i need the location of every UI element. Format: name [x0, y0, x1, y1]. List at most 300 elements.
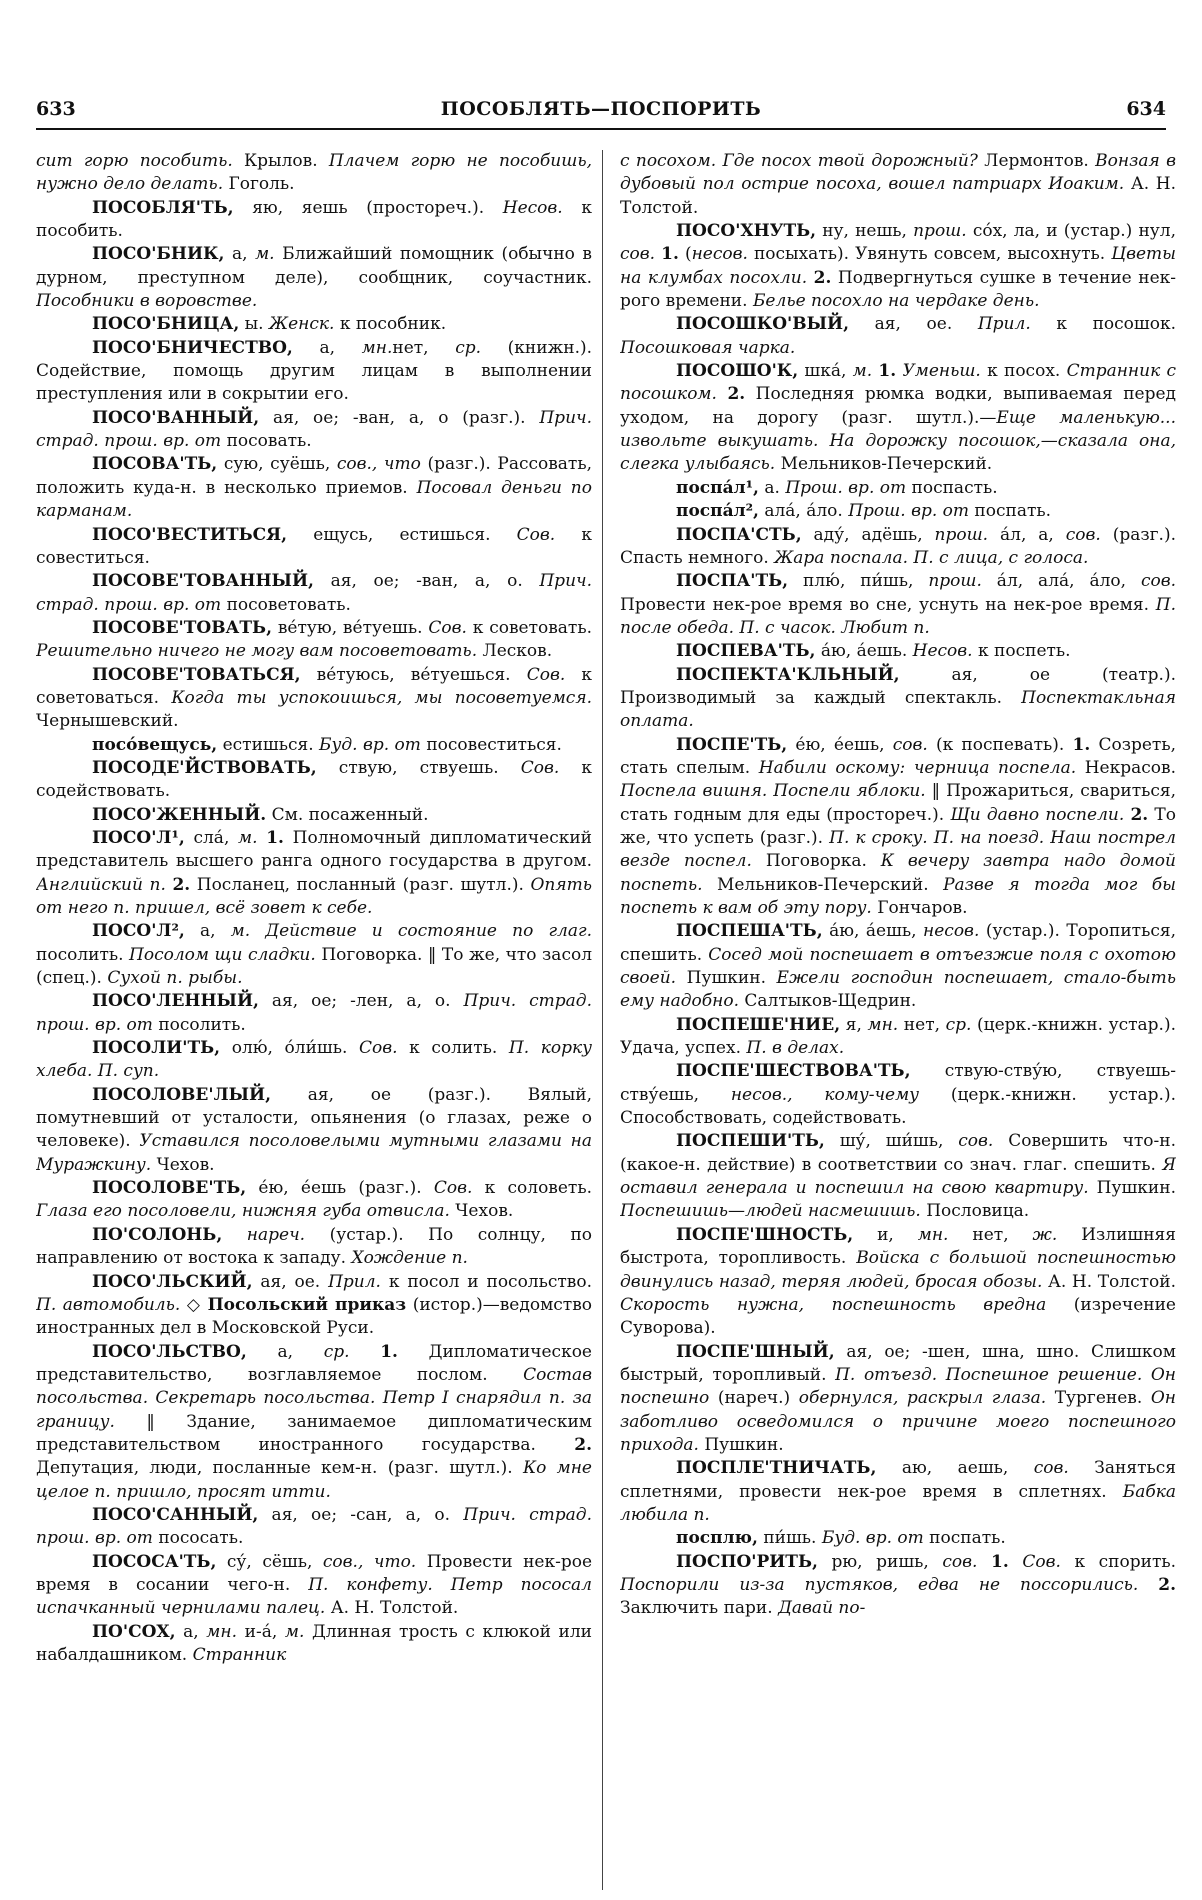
entry-italic-text: Поспешишь—людей насмешишь. [620, 1201, 921, 1222]
entry-italic-text: Уставился посоловелыми мутными глазами на Муражкину. [36, 1131, 592, 1175]
entry-text: Подвергнуться сушке в течение нек-рого времени. [620, 267, 1176, 312]
entry-italic-text: сов. [1065, 524, 1101, 545]
dictionary-entry [620, 1060, 1176, 1130]
entry-text: я, [840, 1014, 868, 1035]
entry-headword: 1. [1072, 734, 1091, 755]
dictionary-entry [36, 1224, 592, 1271]
entry-text: Длинная трость с клюкой или набалдашником. [36, 1621, 592, 1665]
entry-text: Мельников-Печерский. [775, 454, 993, 475]
entry-italic-text: Поспектакльная оплата. [620, 687, 1176, 732]
entry-text: е́ю, е́ешь (разг.). [246, 1178, 434, 1199]
entry-italic-text: Давай по- [778, 1598, 866, 1619]
entry-headword: ПОСОВЕ'ТОВАТЬ, [92, 617, 273, 638]
entry-italic-text: Войска с большой поспешностью двинулись назад, теряя людей, бросая обозы. [620, 1248, 1176, 1292]
entry-text: Гоголь. [223, 174, 295, 195]
entry-text: а, [224, 244, 256, 265]
entry-text: сла́, [184, 827, 239, 848]
entry-italic-text: нареч. [246, 1224, 306, 1245]
entry-text: Пушкин. [698, 1434, 784, 1455]
entry-text: Полномочный дипломатический представитель высшего ранга одного государства в другом. [36, 827, 592, 872]
entry-text: а, [175, 1621, 207, 1642]
entry-italic-text: Хождение п. [351, 1248, 468, 1269]
entry-text: (разг.). Рассовать, положить куда-н. в несколько приемов. [36, 454, 592, 498]
dictionary-entry [620, 1130, 1176, 1223]
entry-headword: 2. [1130, 804, 1149, 825]
entry-italic-text: Сов. [1022, 1551, 1061, 1572]
entry-italic-text: сов. [620, 244, 656, 265]
entry-text: Чернышевский. [36, 711, 179, 732]
entry-text [1009, 1552, 1023, 1572]
dictionary-entry [620, 477, 1176, 500]
dictionary-entry [36, 1177, 592, 1224]
entry-text: к советовать. [466, 617, 592, 638]
entry-italic-text: мн. [867, 1014, 899, 1035]
entry-text: (нареч.) [709, 1388, 799, 1409]
entry-text: Салтыков-Щедрин. [738, 991, 917, 1012]
entry-headword: ПОСПЕШЕ'НИЕ, [676, 1014, 841, 1035]
entry-text: со́х, ла, и (устар.) нул, [966, 221, 1176, 242]
entry-headword: ПОСО'ЛЕННЫЙ, [92, 991, 259, 1012]
right-page-number: 634 [1126, 98, 1166, 120]
entry-italic-text: Женск. [269, 314, 335, 335]
entry-text: к посох. [980, 361, 1067, 382]
entry-text: к пособник. [334, 314, 447, 335]
entry-headword: ПОСО'ЖЕННЫЙ. [92, 804, 267, 825]
entry-headword: ПОСОДЕ'ЙСТВОВАТЬ, [92, 757, 317, 778]
entry-italic-text: П. к сроку. П. на поезд. Наш пострел везде поспел. [620, 827, 1176, 872]
dictionary-entry [620, 524, 1176, 571]
entry-italic-text: Плачем горю не пособишь, нужно дело делать. [36, 151, 592, 195]
entry-text: посолить. [36, 944, 130, 965]
entry-headword: 1. [661, 244, 679, 265]
entry-italic-text: Прич. страд. прош. вр. от [36, 407, 592, 452]
entry-text: ещусь, естишься. [287, 524, 517, 545]
entry-text: посоветовать. [221, 594, 351, 615]
dictionary-entry [620, 1341, 1176, 1458]
entry-italic-text: Жара поспала. П. с лица, с голоса. [774, 547, 1089, 568]
entry-text: к совеститься. [36, 524, 592, 568]
entry-text: к посол и посольство. [380, 1271, 592, 1292]
entry-text: Поговорка. [751, 851, 881, 872]
entry-headword: ПОСОЛИ'ТЬ, [92, 1038, 221, 1059]
entry-italic-text: П. в делах. [746, 1038, 845, 1059]
entry-italic-text: м. Действие и состояние по глаг. [230, 921, 592, 942]
entry-headword: ПОСОШО'К, [676, 361, 799, 382]
dictionary-entry [36, 617, 592, 664]
entry-italic-text: с посохом. Где посох твой дорожный? [620, 151, 978, 171]
entry-headword: ПОСОСА'ТЬ, [92, 1551, 217, 1572]
entry-text: Дипломатическое представительство, возглавляемое послом. [36, 1341, 592, 1385]
entry-italic-text: Решительно ничего не могу вам посоветовать. [36, 641, 478, 662]
entry-italic-text: Странник с посошком. [620, 361, 1176, 405]
entry-italic-text: мн. [917, 1224, 949, 1245]
entry-text: а, [292, 337, 362, 358]
dictionary-entry [620, 220, 1176, 313]
page-header [36, 98, 1166, 126]
entry-italic-text: Набили оскому: черница поспела. [758, 757, 1077, 778]
entry-text [1138, 1575, 1158, 1595]
entry-text: и-а́, [237, 1621, 285, 1642]
entry-headword: 2. [1158, 1574, 1176, 1595]
entry-headword: ПОСО'Л², [92, 921, 185, 942]
entry-italic-text: Несов. [912, 641, 973, 662]
entry-italic-text: м. [284, 1621, 305, 1642]
dictionary-entry [620, 1551, 1176, 1621]
entry-text: к содействовать. [36, 757, 592, 802]
dictionary-entry [620, 313, 1176, 360]
entry-headword: 2. [172, 874, 191, 895]
entry-italic-text: сов., что. [322, 1551, 417, 1572]
entry-text: к пособить. [36, 197, 592, 242]
entry-headword: ПОСПЕ'ТЬ, [676, 734, 788, 755]
entry-headword: посплю, [676, 1528, 758, 1549]
entry-italic-text: прош. [934, 524, 989, 545]
entry-text: посыхать). Увянуть совсем, высохнуть. [747, 244, 1112, 265]
entry-text: (истор.)—ведомство иностранных дел в Московской Руси. [36, 1294, 592, 1339]
entry-italic-text: Скорость нужна, поспешность вредна [620, 1294, 1047, 1315]
entry-italic-text: Сухой п. рыбы. [107, 968, 243, 989]
dictionary-entry [620, 734, 1176, 921]
entry-headword: 2. [574, 1434, 592, 1455]
dictionary-entry [36, 1504, 592, 1551]
entry-italic-text: П. конфету. Петр пососал испачканный чернилами палец. [36, 1574, 592, 1619]
entry-headword: ПОСПЛЕ'ТНИЧАТЬ, [676, 1458, 877, 1479]
entry-headword: ПОСО'САННЫЙ, [92, 1504, 259, 1525]
entry-headword: ПОСПЕША'ТЬ, [676, 921, 823, 942]
entry-italic-text: Странник [192, 1645, 287, 1665]
dictionary-entry [620, 150, 1176, 220]
dictionary-entry [36, 313, 592, 336]
entry-text: ая, ое; -шен, шна, шно. Слишком быстрый, торопливый. [620, 1341, 1176, 1385]
entry-italic-text: Поспорили из-за пустяков, едва не поссорились. [620, 1574, 1139, 1595]
entry-headword: ПОСО'БНИК, [92, 244, 225, 265]
entry-text: шу́, ши́шь, [824, 1131, 959, 1152]
entry-italic-text: несов. [691, 244, 748, 265]
entry-text: ая, ое; -сан, а, о. [258, 1504, 464, 1525]
entry-text: посовать. [221, 431, 312, 452]
entry-text: ствую, ствуешь. [316, 757, 521, 778]
entry-italic-text: Уменьш. [902, 361, 981, 382]
entry-headword: ПОСПЕКТА'КЛЬНЫЙ, [676, 664, 900, 685]
entry-headword: ПОСОШКО'ВЫЙ, [676, 314, 850, 335]
entry-text: а. [758, 477, 786, 498]
entry-text: нет, [392, 337, 456, 358]
entry-italic-text: мн. [206, 1621, 237, 1642]
left-page-number: 633 [36, 98, 76, 120]
entry-text: ая, ое; -лен, а, о. [258, 991, 464, 1012]
entry-italic-text: Посошковая чарка. [620, 337, 796, 358]
entry-headword: ПОСОЛОВЕ'ТЬ, [92, 1178, 247, 1199]
entry-text: к солить. [397, 1038, 509, 1059]
entry-italic-text: Сов. [433, 1178, 473, 1199]
entry-text: рю, ришь, [817, 1551, 943, 1572]
entry-text: ая, ое; -ван, а, о (разг.). [259, 407, 540, 428]
dictionary-entry [620, 664, 1176, 734]
entry-text: а, [184, 921, 231, 942]
dictionary-entry [620, 640, 1176, 663]
entry-italic-text: Сов. [520, 757, 560, 778]
dictionary-entry [620, 1224, 1176, 1341]
dictionary-entry [36, 1341, 592, 1504]
entry-text: ая, ое; -ван, а, о. [313, 571, 540, 592]
entry-italic-text: Цветы на клумбах посохли. [620, 244, 1176, 288]
running-title: ПОСОБЛЯТЬ—ПОСПОРИТЬ [440, 98, 762, 120]
entry-italic-text: Он заботливо осведомился о причине моего поспешного прихода. [620, 1388, 1176, 1455]
entry-text: См. посаженный. [266, 804, 429, 825]
entry-italic-text: сов., что [336, 454, 421, 475]
entry-text: ы. [239, 314, 269, 335]
entry-italic-text: П. автомобиль. [36, 1294, 181, 1315]
entry-text: ◇ [180, 1294, 208, 1315]
entry-italic-text: прош. [928, 571, 982, 592]
dictionary-entry [36, 407, 592, 454]
dictionary-entry [36, 1551, 592, 1621]
entry-text: к соловеть. [472, 1178, 592, 1199]
entry-italic-text: К вечеру завтра надо домой поспеть. [620, 851, 1176, 895]
entry-text: ала́, а́ло. [758, 501, 849, 522]
dictionary-entry [620, 920, 1176, 1013]
entry-text: Тургенев. [1046, 1388, 1151, 1409]
entry-text: плю́, пи́шь, [788, 571, 929, 592]
entry-text: олю́, о́ли́шь. [220, 1038, 359, 1059]
entry-text: (устар.). По солнцу, по направлению от востока к западу. [36, 1224, 592, 1269]
entry-text: Пословица. [920, 1201, 1030, 1222]
entry-italic-text: Сов. [358, 1038, 398, 1059]
dictionary-entry [36, 734, 592, 757]
entry-italic-text: Английский п. [36, 874, 166, 895]
entry-italic-text: мн. [361, 337, 393, 358]
dictionary-entry [36, 1084, 592, 1177]
right-column [620, 150, 1176, 1890]
entry-italic-text: сит горю пособить. [36, 151, 233, 171]
entry-text [222, 1225, 247, 1245]
entry-headword: 1. [266, 827, 284, 848]
entry-text: (церк.-книжн. устар.). Удача, успех. [620, 1014, 1176, 1059]
entry-text: Посланец, посланный (разг. шутл.). [190, 874, 531, 895]
entry-text: посовеститься. [420, 734, 562, 755]
entry-italic-text: ср. [945, 1014, 972, 1035]
entry-headword: ПОСОБЛЯ'ТЬ, [92, 197, 234, 218]
entry-italic-text: Вонзая в дубовый пол острие посоха, вошел патриарх Иоаким. [620, 151, 1176, 195]
entry-text: к посошок. [1030, 314, 1176, 335]
entry-italic-text: Я оставил генерала и поспешил на свою квартиру. [620, 1154, 1176, 1199]
dictionary-entry [620, 1014, 1176, 1061]
entry-headword: 2. [813, 267, 832, 288]
entry-italic-text: Прич. страд. прош. вр. от [36, 991, 592, 1035]
entry-text: сую, суёшь, [217, 454, 337, 475]
entry-text: (изречение Суворова). [620, 1294, 1176, 1339]
entry-text: Созреть, стать спелым. [620, 734, 1176, 778]
entry-italic-text: Посолом щи сладки. [129, 944, 316, 965]
entry-headword: ПОСПО'РИТЬ, [676, 1551, 818, 1572]
entry-text [977, 1552, 991, 1572]
dictionary-entry [36, 197, 592, 244]
entry-italic-text: П. корку хлеба. П. суп. [36, 1038, 592, 1082]
entry-italic-text: Прил. [328, 1271, 381, 1292]
entry-italic-text: Пособники в воровстве. [36, 291, 258, 312]
entry-text: поспать. [923, 1528, 1006, 1549]
dictionary-entry [36, 243, 592, 313]
dictionary-entry [36, 757, 592, 804]
entry-text: Некрасов. [1076, 757, 1176, 778]
entry-italic-text: Ко мне целое п. пришло, просят итти. [36, 1458, 592, 1502]
dictionary-entry [36, 337, 592, 407]
entry-italic-text: Состав посольства. Секретарь посольства. Петр I снарядил п. за границу. [36, 1364, 592, 1432]
entry-headword: ПОСПЕ'ШНЫЙ, [676, 1341, 835, 1362]
entry-headword: ПОСОВЕ'ТОВАННЫЙ, [92, 571, 314, 592]
entry-italic-text: прош. [913, 221, 967, 242]
entry-italic-text: ср. [455, 337, 482, 358]
entry-headword: ПОСПЕ'ШЕСТВОВА'ТЬ, [676, 1061, 911, 1082]
entry-italic-text: Разве я тогда мог бы поспеть к вам об эту пору. [620, 874, 1176, 918]
entry-headword: ПОСО'ВАННЫЙ, [92, 407, 260, 428]
entry-text: су́, сёшь, [216, 1551, 323, 1572]
dictionary-entry [36, 1621, 592, 1668]
entry-text: ая, ое (театр.). Производимый за каждый спектакль. [620, 664, 1176, 708]
entry-text [717, 384, 728, 404]
entry-text: а́ю, а́ешь, [822, 921, 924, 942]
entry-text: Чехов. [449, 1201, 514, 1222]
dictionary-entry [620, 1457, 1176, 1527]
dictionary-entry [36, 1037, 592, 1084]
entry-text: и, [853, 1224, 918, 1245]
entry-headword: поспа́л¹, [676, 477, 759, 498]
entry-headword: ПО'СОЛОНЬ, [92, 1224, 223, 1245]
entry-text: Крылов. [232, 151, 329, 171]
entry-text: поспасть. [906, 477, 998, 498]
entry-text: шка́, [798, 361, 853, 382]
entry-text: ‖ Прожариться, свариться, стать годным для еды (простореч.). [620, 781, 1176, 825]
entry-text [350, 1342, 381, 1362]
entry-italic-text: П. отъезд. Поспешное решение. Он поспешно [620, 1364, 1176, 1409]
entry-italic-text: Сов. [516, 524, 556, 545]
entry-text: ‖ Здание, занимаемое дипломатическим представительством иностранного государства. [36, 1411, 592, 1455]
entry-headword: ПОСПА'ТЬ, [676, 571, 789, 592]
entry-italic-text: Белье посохло на чердаке день. [752, 291, 1040, 312]
entry-text: Пушкин. [1088, 1178, 1176, 1199]
entry-headword: Посольский приказ [207, 1294, 407, 1315]
entry-italic-text: сов. [1033, 1458, 1069, 1479]
entry-text: Гончаров. [871, 898, 968, 918]
entry-text: посолить. [152, 1014, 246, 1035]
entry-italic-text: Сосед мой поспешает в отъезжие поля с охотою своей. [620, 944, 1176, 989]
entry-italic-text: Прош. вр. от [785, 477, 907, 498]
entry-text: е́ю, е́ешь, [787, 734, 893, 755]
entry-text: ну, нешь, [816, 221, 914, 242]
entry-headword: поспа́л², [676, 501, 759, 522]
entry-italic-text: Посовал деньги по карманам. [36, 477, 592, 522]
entry-italic-text: ср. [323, 1341, 350, 1362]
entry-text: (книжн.). Содействие, помощь другим лицам в выполнении преступления или в сокрытии его. [36, 337, 592, 405]
dictionary-entry [620, 1527, 1176, 1550]
dictionary-entry [36, 664, 592, 734]
entry-italic-text: Буд. вр. от [319, 734, 421, 755]
entry-italic-text: сов. [958, 1131, 994, 1152]
entry-text: ая, ое. [849, 314, 978, 335]
dictionary-entry [620, 360, 1176, 477]
entry-text: нет, [898, 1014, 946, 1035]
entry-text: Совершить что-н. (какое-н. действие) в соответствии со знач. глаг. спешить. [620, 1131, 1176, 1175]
dictionary-entry [36, 990, 592, 1037]
entry-headword: ПОСОЛОВЕ'ЛЫЙ, [92, 1084, 272, 1105]
entry-text: аду́, адёшь, [801, 524, 935, 545]
entry-text: ( [678, 244, 692, 265]
entry-italic-text: Сов. [428, 617, 467, 638]
dictionary-entry [620, 570, 1176, 640]
dictionary-entry [36, 920, 592, 990]
entry-italic-text: ж. [1032, 1224, 1058, 1245]
entry-headword: 2. [727, 384, 746, 405]
dictionary-entry [36, 453, 592, 523]
entry-headword: ПОСО'ЛЬСКИЙ, [92, 1271, 253, 1292]
entry-headword: ПОСОВЕ'ТОВАТЬСЯ, [92, 664, 301, 685]
entry-text: Лермонтов. [977, 151, 1096, 171]
entry-text: Мельников-Печерский. [702, 874, 944, 895]
entry-italic-text: Когда ты успокоишься, мы посоветуемся. [171, 687, 592, 708]
entry-text: А. Н. Толстой. [1042, 1271, 1176, 1292]
entry-text: ствую-ству́ю, ствуешь-ству́ешь, [620, 1061, 1176, 1105]
entry-italic-text: Опять от него п. пришел, всё зовет к себе. [36, 874, 592, 918]
entry-italic-text: Прич. страд. прош. вр. от [36, 571, 592, 615]
entry-text: Депутация, люди, посланные кем-н. (разг. шутл.). [36, 1458, 523, 1479]
entry-italic-text: Глаза его посоловели, нижняя губа отвисла. [36, 1201, 450, 1222]
entry-italic-text: Еще маленькую... извольте выкушать. На дорожку посошок,—сказала она, слегка улыбаясь. [620, 407, 1176, 475]
dictionary-entry [36, 827, 592, 920]
entry-text: (к поспевать). [927, 734, 1073, 755]
entry-italic-text: Буд. вр. от [821, 1528, 924, 1549]
entry-italic-text: Щи давно поспели. [950, 804, 1125, 825]
entry-text: А. Н. Толстой. [325, 1598, 459, 1619]
entry-text: пи́шь. [757, 1528, 822, 1549]
dictionary-entry [36, 570, 592, 617]
entry-italic-text: несов., кому-чему [730, 1084, 920, 1105]
entry-headword: 1. [991, 1551, 1009, 1572]
entry-italic-text: Сов. [526, 664, 566, 685]
entry-italic-text: м. [255, 244, 275, 265]
entry-headword: ПОСО'БНИЦА, [92, 314, 240, 335]
header-rule [36, 128, 1166, 130]
entry-text: Провести нек-рое время в сосании чего-н. [36, 1551, 592, 1595]
entry-text: Ближайший помощник (обычно в дурном, преступном деле), сообщник, соучастник. [36, 244, 592, 288]
entry-headword: 1. [878, 361, 897, 382]
entry-headword: ПОСПЕВА'ТЬ, [676, 641, 816, 662]
entry-text: (устар.). Торопиться, спешить. [620, 921, 1176, 965]
entry-italic-text: Ежели господин поспешает, стало-быть ему надобно. [620, 968, 1176, 1012]
entry-text: ве́тую, ве́туешь. [272, 617, 429, 638]
entry-text: Последняя рюмка водки, выпиваемая перед уходом, на дорогу (разг. шутл.).— [620, 384, 1176, 428]
entry-headword: ПОСО'ХНУТЬ, [676, 221, 817, 242]
entry-headword: посо́вещусь, [92, 734, 218, 755]
entry-text: аю, аешь, [876, 1458, 1034, 1479]
entry-italic-text: обернулся, раскрыл глаза. [798, 1388, 1047, 1409]
entry-italic-text: сов. [942, 1551, 978, 1572]
entry-headword: ПОСО'БНИЧЕСТВО, [92, 337, 293, 358]
entry-text: Провести нек-рое время во сне, уснуть на нек-рое время. [620, 594, 1156, 615]
entry-text [258, 828, 267, 848]
entry-headword: ПОСО'ЛЬСТВО, [92, 1341, 247, 1362]
entry-headword: ПОСПА'СТЬ, [676, 524, 802, 545]
entry-text: а́ю, а́ешь. [815, 641, 913, 662]
entry-italic-text: Поспела вишня. Поспели яблоки. [620, 781, 926, 802]
entry-text: к поспеть. [972, 641, 1071, 662]
left-column [36, 150, 592, 1890]
entry-italic-text: сов. [892, 734, 928, 755]
entry-text: к советоваться. [36, 664, 592, 708]
entry-italic-text: Прош. вр. от [848, 501, 970, 522]
entry-text: Излишняя быстрота, торопливость. [620, 1224, 1176, 1269]
entry-italic-text: Несов. [502, 197, 563, 218]
entry-italic-text: м. [852, 361, 873, 382]
